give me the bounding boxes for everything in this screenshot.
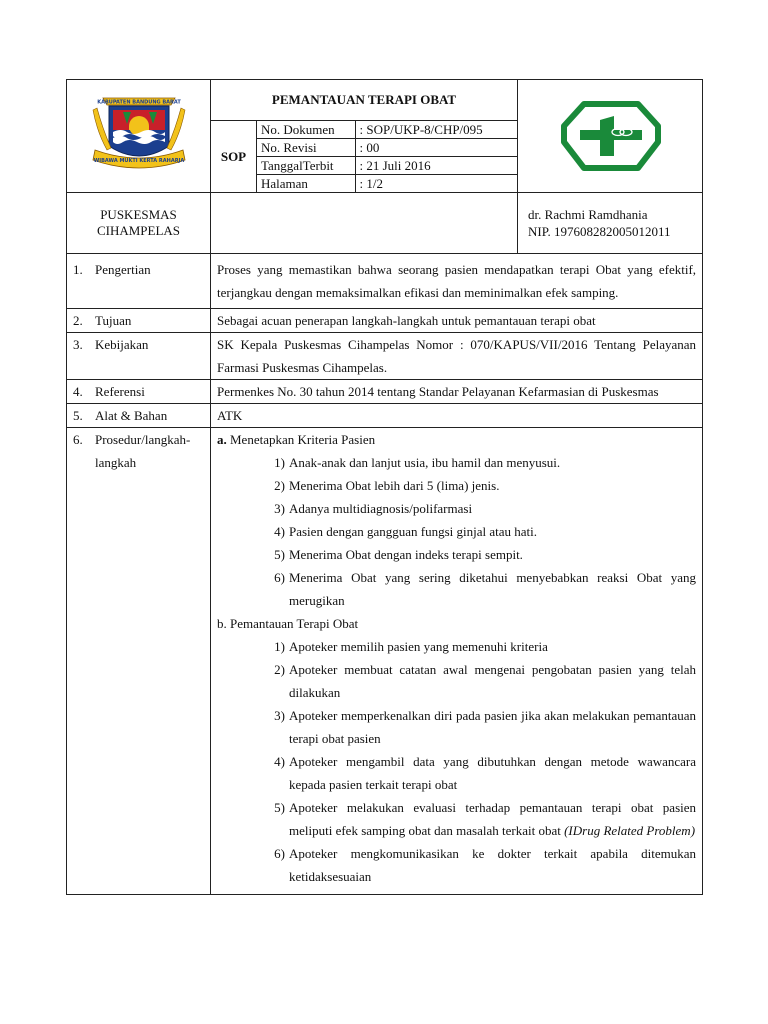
regency-logo [67,80,211,186]
procedure-content [211,428,703,895]
signer-nip: NIP. 197608282005012011 [528,224,671,239]
meta-row [257,175,517,193]
item-text: Apoteker melakukan evaluasi terhadap pemantauan terapi obat pasien meliputi efek samping obat dan masalah terkait obat [289,800,697,838]
unit-line1: PUSKESMAS [100,207,177,222]
part-letter: a. [217,432,227,447]
section-content: Proses yang memastikan bahwa seorang pasien mendapatkan terapi Obat yang efektif, terjangkau dengan memaksimalkan efikasi dan meminimalkan efek samping. [211,254,703,309]
procedure-part-a-title [217,428,696,451]
sop-document [66,79,702,895]
list-item [269,842,696,888]
meta-row [257,139,517,157]
section-row [67,428,703,895]
section-number: 6. [73,432,83,447]
section-label [67,333,211,380]
item-text: Menerima Obat dengan indeks terapi sempit. [289,547,523,562]
meta-row [257,157,517,175]
list-item [269,520,696,543]
list-item [269,635,696,658]
section-content: SK Kepala Puskesmas Cihampelas Nomor : 070/KAPUS/VII/2016 Tentang Pelayanan Farmasi Puskesmas Cihampelas. [211,333,703,380]
section-title: Referensi [95,384,145,399]
list-item [269,566,696,612]
criteria-list [217,451,696,612]
list-item [269,658,696,704]
section-row [67,380,703,404]
meta-key: No. Revisi [257,139,355,157]
signer-name: dr. Rachmi Ramdhania [528,207,648,222]
section-title: Alat & Bahan [95,408,168,423]
section-label [67,404,211,428]
item-number: 2) [274,478,285,493]
meta-key: No. Dokumen [261,122,335,137]
section-content: ATK [211,404,703,428]
section-title-cont: langkah [95,455,137,470]
section-label [67,380,211,404]
section-content: Permenkes No. 30 tahun 2014 tentang Standar Pelayanan Kefarmasian di Puskesmas [211,380,703,404]
section-row [67,333,703,380]
item-text: Apoteker mengkomunikasikan ke dokter terkait apabila ditemukan ketidaksesuaian [289,846,697,884]
unit-line2: CIHAMPELAS [96,223,181,238]
part-title: Menetapkan Kriteria Pasien [226,432,376,447]
section-label [67,254,211,309]
item-text: Apoteker mengambil data yang dibutuhkan dengan metode wawancara kepada pasien terkait terapi obat [289,754,697,792]
puskesmas-logo [518,80,703,186]
meta-value: : 1/2 [355,175,517,193]
list-item [269,796,696,842]
item-number: 1) [274,639,285,654]
sop-label: SOP [211,121,257,193]
section-number: 1. [73,262,83,277]
item-text: Apoteker memperkenalkan diri pada pasien jika akan melakukan pemantauan terapi obat pasien [289,708,697,746]
meta-value: : 00 [355,139,517,157]
meta-value: : SOP/UKP-8/CHP/095 [355,121,517,139]
logo-motto-text: WIBAWA MUKTI KERTA RAHARJA [93,158,185,164]
item-number: 6) [274,570,285,585]
document-meta [257,121,518,193]
monitoring-steps-list [217,635,696,888]
meta-key: TanggalTerbit [257,157,355,175]
list-item [269,750,696,796]
section-number: 2. [73,313,83,328]
item-number: 4) [274,754,285,769]
item-text: Apoteker membuat catatan awal mengenai pengobatan pasien yang telah dilakukan [289,662,697,700]
meta-row [257,121,517,139]
unit-name [67,193,211,254]
list-item [269,497,696,520]
list-item [269,704,696,750]
logo-banner-text: KABUPATEN BANDUNG BARAT [97,99,181,106]
list-item [269,543,696,566]
item-text: Menerima Obat yang sering diketahui menyebabkan reaksi Obat yang merugikan [289,570,697,608]
meta-key: Halaman [257,175,355,193]
item-number: 6) [274,846,285,861]
section-number: 5. [73,408,83,423]
section-row [67,254,703,309]
item-text: Anak-anak dan lanjut usia, ibu hamil dan menyusui. [289,455,561,470]
section-title: Tujuan [95,313,132,328]
item-number: 3) [274,708,285,723]
item-text: Menerima Obat lebih dari 5 (lima) jenis. [289,478,500,493]
section-title: Pengertian [95,262,151,277]
section-number: 3. [73,337,83,352]
section-number: 4. [73,384,83,399]
list-item [269,474,696,497]
item-number: 4) [274,524,285,539]
item-italic-text: (IDrug Related Problem) [564,823,696,838]
meta-value: : 21 Juli 2016 [355,157,517,175]
puskesmas-logo-cell [518,80,703,193]
item-number: 3) [274,501,285,516]
list-item [269,451,696,474]
regency-logo-cell [67,80,211,193]
item-number: 5) [274,800,285,815]
document-title: PEMANTAUAN TERAPI OBAT [211,80,518,121]
procedure-part-b-title: b. Pemantauan Terapi Obat [217,616,359,631]
section-label [67,309,211,333]
signer-block [518,193,703,254]
item-text: Adanya multidiagnosis/polifarmasi [289,501,473,516]
blank-cell [211,193,518,254]
section-content: Sebagai acuan penerapan langkah-langkah untuk pemantauan terapi obat [211,309,703,333]
item-number: 5) [274,547,285,562]
section-row [67,404,703,428]
item-number: 2) [274,662,285,677]
item-text: Pasien dengan gangguan fungsi ginjal atau hati. [289,524,538,539]
sop-table [66,79,703,895]
item-number: 1) [274,455,285,470]
section-title: Prosedur/langkah- [95,432,191,447]
section-row [67,309,703,333]
item-text: Apoteker memilih pasien yang memenuhi kriteria [289,639,548,654]
section-title: Kebijakan [95,337,149,352]
section-label [67,428,211,895]
